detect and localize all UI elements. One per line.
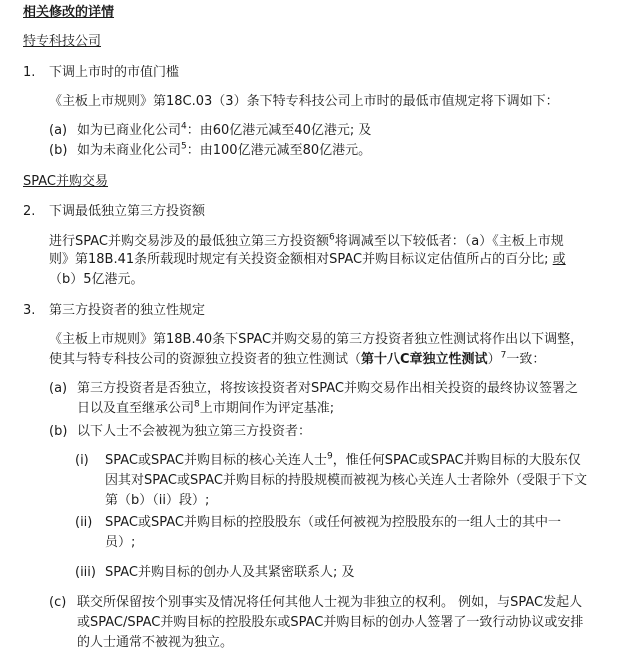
section-heading-spac: SPAC并购交易 (23, 174, 109, 189)
item-3-b-i-line-3: 第（b）（ii）段）; (105, 493, 210, 508)
item-3-b-text: 以下人士不会被视为独立第三方投资者： (77, 424, 312, 439)
item-3-heading: 第三方投资者的独立性规定 (49, 303, 206, 318)
item-1-number: 1. (23, 65, 36, 80)
item-3-a-line-1: 第三方投资者是否独立，将按该投资者对SPAC并购交易作出相关投资的最终协议签署之 (77, 381, 579, 396)
item-3-c-line-2: 或SPAC/SPAC并购目标的控股股东或SPAC并购目标的创办人签署了一致行动协议或安排 (77, 615, 584, 630)
item-3-b-iii-text: SPAC并购目标的创办人及其紧密联系人; 及 (105, 565, 355, 580)
item-1-a-text: 如为已商业化公司$^4$：由60亿港元减至40亿港元; 及 (77, 121, 372, 138)
item-2-line-1: 进行SPAC并购交易涉及的最低独立第三方投资额$^6$将调减至以下较低者：（a）《主板上市规 (49, 232, 564, 249)
item-1-heading: 下调上市时的市值门槛 (49, 65, 180, 80)
item-2-heading: 下调最低独立第三方投资额 (49, 204, 206, 219)
item-3-c-line-3: 的人士通常不被视为独立。 (77, 635, 234, 650)
item-3-b-i-label: (i) (75, 453, 89, 468)
item-3-a-line-2: 日以及直至继承公司$^8$上市期间作为评定基准; (77, 399, 335, 416)
item-3-b-i-line-2: 因其对SPAC或SPAC并购目标的持股规模而被视为核心关连人士者除外（受限于下文 (105, 473, 588, 488)
item-1-intro: 《主板上市规则》第18C.03（3）条下特专科技公司上市时的最低市值规定将下调如下： (49, 94, 559, 109)
item-3-b-i-line-1: SPAC或SPAC并购目标的核心关连人士$^9$，惟任何SPAC或SPAC并购目标的大股东仅 (105, 451, 581, 468)
section-heading-tech: 特专科技公司 (23, 34, 102, 49)
item-3-b-ii-line-1: SPAC或SPAC并购目标的控股股东（或任何被视为控股股东的一组人士的其中一 (105, 515, 562, 530)
item-2-line-3: （b）5亿港元。 (49, 272, 144, 287)
item-2-line-2: 则》第18B.41条所载现时规定有关投资金额相对SPAC并购目标议定估值所占的百分比; 或 (49, 252, 566, 267)
item-3-line-2: 使其与特专科技公司的资源独立投资者的独立性测试（第十八C章独立性测试）$^7$一致： (49, 350, 546, 367)
item-3-b-iii-label: (iii) (75, 565, 96, 580)
item-3-line-1: 《主板上市规则》第18B.40条下SPAC并购交易的第三方投资者独立性测试将作出以下调整， (49, 332, 584, 347)
item-3-a-label: (a) (49, 381, 68, 396)
item-3-b-ii-label: (ii) (75, 515, 93, 530)
item-1-b-label: (b) (49, 143, 68, 158)
item-1-b-text: 如为未商业化公司$^5$：由100亿港元减至80亿港元。 (77, 141, 372, 158)
item-3-b-label: (b) (49, 424, 68, 439)
item-1-a-label: (a) (49, 123, 68, 138)
item-2-number: 2. (23, 204, 36, 219)
page-title: 相关修改的详情 (23, 5, 115, 20)
item-3-b-ii-line-2: 员）; (105, 535, 136, 550)
item-3-c-line-1: 联交所保留按个别事实及情况将任何其他人士视为非独立的权利。 例如，与SPAC发起人 (77, 595, 583, 610)
item-3-c-label: (c) (49, 595, 67, 610)
item-3-number: 3. (23, 303, 36, 318)
